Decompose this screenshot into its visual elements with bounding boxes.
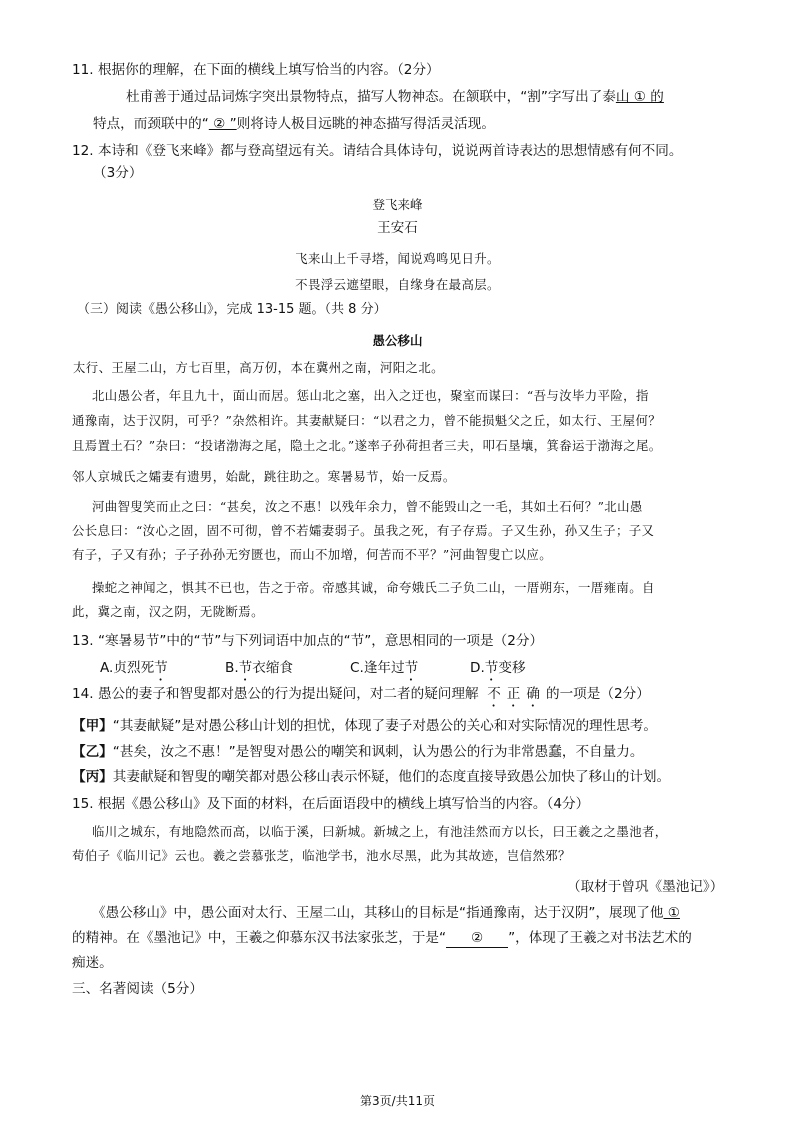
q14-yi-tag: 【乙】	[72, 744, 113, 760]
q13-option-c-dot: 节	[404, 660, 419, 676]
q15-answer-line1	[92, 903, 680, 923]
q11-line1	[126, 87, 664, 107]
q12-score: （3分）	[93, 165, 143, 181]
q14-option-yi	[72, 742, 643, 762]
q13-option-a-pre: A.贞烈死	[100, 660, 155, 676]
q11-line1-text: 杜甫善于通过品词炼字突出景物特点，描写人物神态。在颔联中，“割”字写出了泰	[126, 89, 616, 105]
q15-material-line2: 荀伯子《临川记》云也。羲之尝慕张芝，临池学书，池水尽黑，此为其故迹，岂信然邪？	[72, 848, 571, 863]
q15-blank2: ②	[446, 930, 508, 948]
q14-jia-tag: 【甲】	[72, 718, 113, 734]
q14-stem-emphasis: 不正确	[487, 686, 546, 702]
q15-blank1: ①	[663, 905, 680, 921]
q13-option-d-pre: D.	[470, 660, 485, 676]
q15-material-line1: 临川之城东，有地隐然而高，以临于溪，曰新城。新城之上，有池洼然而方以长，曰王羲之之墨池者，	[92, 824, 668, 839]
passage-p5-line1: 操蛇之神闻之，惧其不已也，告之于帝。帝感其诚，命夸娥氏二子负二山，一厝朔东，一厝雍南。自	[92, 580, 655, 595]
poem-author: 王安石	[377, 220, 418, 236]
passage-p5-line2: 此，冀之南，汉之阴，无陇断焉。	[72, 604, 264, 619]
passage-p4-line2: 公长息曰：“汝心之固，固不可彻，曾不若孀妻弱子。虽我之死，有子存焉。子又生孙，孙又生子；子又	[72, 523, 655, 538]
q14-stem	[72, 684, 650, 710]
poem-line-1: 飞来山上千寻塔，闻说鸡鸣见日升。	[295, 251, 500, 266]
q11-line2	[93, 114, 495, 134]
q11-blank2: ② ”	[208, 116, 237, 132]
q11-line2-pre: 特点，而颈联中的“	[93, 116, 209, 132]
q13-option-d-dot: 节	[484, 660, 499, 676]
q15-answer-line2	[72, 928, 692, 948]
passage-p3: 邻人京城氏之孀妻有遗男，始龀，跳往助之。寒暑易节，始一反焉。	[72, 469, 456, 484]
q14-option-bing	[72, 767, 670, 787]
page-number: 第3页/共11页	[360, 1094, 435, 1108]
q13-option-b-pre: B.	[225, 660, 239, 676]
passage-p1: 太行、王屋二山，方七百里，高万仞，本在冀州之南，河阳之北。	[73, 360, 444, 375]
q14-bing-tag: 【丙】	[72, 769, 113, 785]
passage-p2-line3: 且焉置土石？”杂曰：“投诸渤海之尾，隐土之北。”遂率子孙荷担者三夫，叩石垦壤，箕畚运于渤海之尾。	[72, 438, 662, 453]
q15-answer-line2-post: ”，体现了王羲之对书法艺术的	[508, 930, 692, 946]
q13-option-b-dot: 节	[238, 660, 253, 676]
q13-option-d-post: 变移	[498, 660, 526, 676]
q13-option-d	[470, 658, 526, 684]
passage-p4-line3: 有子，子又有孙；子子孙孙无穷匮也，而山不加增，何苦而不平？”河曲智叟亡以应。	[72, 547, 552, 562]
q14-stem-pre: 14. 愚公的妻子和智叟都对愚公的行为提出疑问，对二者的疑问理解	[72, 686, 479, 702]
q13-option-c	[350, 658, 418, 684]
q11-stem: 11. 根据你的理解，在下面的横线上填写恰当的内容。（2分）	[72, 62, 440, 78]
poem-line-2: 不畏浮云遮望眼，自缘身在最高层。	[295, 277, 500, 292]
q15-answer-line1-text: 《愚公移山》中，愚公面对太行、王屋二山，其移山的目标是“指通豫南，达于汉阴”，展现了他	[92, 905, 664, 921]
q13-option-a-dot: 节	[154, 660, 168, 676]
q12-stem: 12. 本诗和《登飞来峰》都与登高望远有关。请结合具体诗句，说说两首诗表达的思想情感有何不同。	[72, 143, 683, 159]
q15-answer-line2-pre: 的精神。在《墨池记》中，王羲之仰慕东汉书法家张芝，于是“	[72, 930, 447, 946]
q13-option-a	[100, 658, 168, 684]
q15-answer-line3: 痴迷。	[72, 955, 113, 971]
q15-stem: 15. 根据《愚公移山》及下面的材料，在后面语段中的横线上填写恰当的内容。（4分）	[72, 796, 590, 812]
q14-option-jia	[72, 716, 657, 736]
q15-source: （取材于曾巩《墨池记》）	[567, 879, 724, 895]
q14-bing-text: 其妻献疑和智叟的嘲笑都对愚公移山表示怀疑，他们的态度直接导致愚公加快了移山的计划。	[112, 769, 671, 785]
q13-option-b	[225, 658, 293, 684]
passage-p4-line1: 河曲智叟笑而止之曰：“甚矣，汝之不惠！以残年余力，曾不能毁山之一毛，其如土石何？”北山愚	[92, 499, 643, 514]
q13-option-c-pre: C.逢年过	[350, 660, 405, 676]
passage-title: 愚公移山	[372, 333, 423, 348]
section4-heading: 三、名著阅读（5分）	[72, 981, 203, 997]
q11-line2-post: 则将诗人极目远眺的神态描写得活灵活现。	[236, 116, 495, 132]
passage-p2-line2: 通豫南，达于汉阴，可乎？”杂然相许。其妻献疑曰：“以君之力，曾不能损魁父之丘，如太行、王屋何？	[72, 413, 662, 428]
q14-jia-text: “其妻献疑”是对愚公移山计划的担忧，体现了妻子对愚公的关心和对实际情况的理性思考。	[112, 718, 658, 734]
q14-stem-post: 的一项是（2分）	[546, 686, 650, 702]
q13-option-b-post: 衣缩食	[252, 660, 294, 676]
passage-p2-line1: 北山愚公者，年且九十，面山而居。惩山北之塞，出入之迂也，聚室而谋曰：“吾与汝毕力平险，指	[92, 388, 649, 403]
q13-stem: 13. “寒暑易节”中的“节”与下列词语中加点的“节”，意思相同的一项是（2分）	[72, 633, 544, 649]
section3-heading: （三）阅读《愚公移山》，完成 13-15 题。（共 8 分）	[77, 302, 387, 317]
q14-yi-text: “甚矣，汝之不惠！”是智叟对愚公的嘲笑和讽刺，认为愚公的行为非常愚蠢，不自量力。	[112, 744, 644, 760]
poem-title: 登飞来峰	[372, 197, 423, 212]
q11-blank1: 山 ① 的	[615, 89, 664, 105]
